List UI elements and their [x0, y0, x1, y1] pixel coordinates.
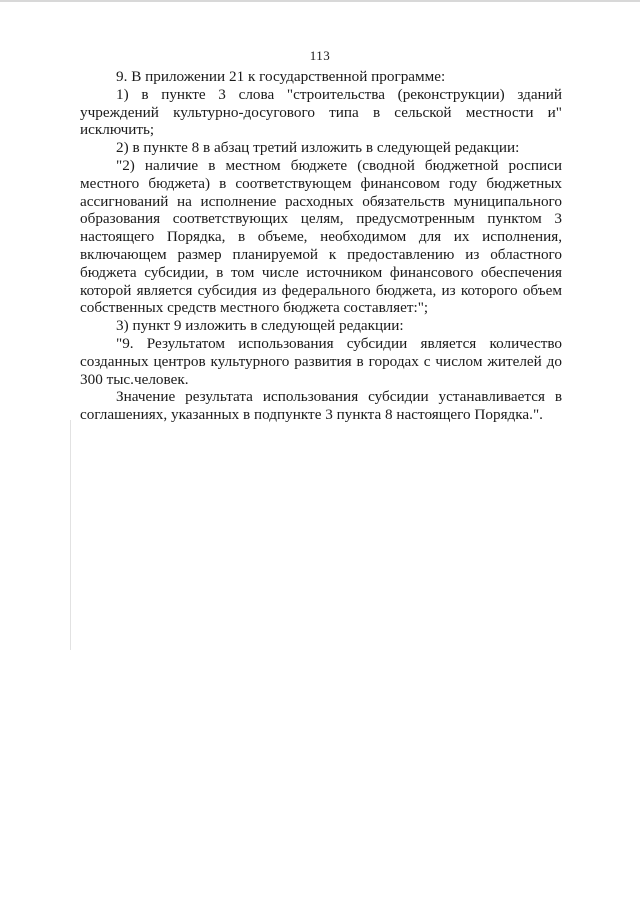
paragraph-appendix-21-heading: 9. В приложении 21 к государственной программе:: [116, 68, 446, 85]
paragraph-item-2-new-text: "2) наличие в местном бюджете (сводной бюджетной росписи местного бюджета) в соответствующем финансовом году бюджетных ассигнований на исполнение расходных обязательств муниципального образования соответствующих целям, предусмотренным пунктом 3 настоящего Порядка, в объеме, необходимом для их исполнения, включающем размер планируемой к предоставлению из областного бюджета субсидии, в том числе источником финансового обеспечения которой является субсидия из федерального бюджета, из которого объем собственных средств местного бюджета составляет:";: [80, 156, 562, 317]
scan-margin-mark: [70, 420, 71, 650]
scan-top-edge: [0, 0, 640, 2]
page-number: 113: [309, 48, 331, 63]
paragraph-item-2: 2) в пункте 8 в абзац третий изложить в следующей редакции:: [116, 139, 520, 157]
paragraph-item-1: 1) в пункте 3 слова "строительства (реконструкции) зданий учреждений культурно-досугового типа в сельской местности и" исключить;: [80, 85, 562, 139]
document-body: [80, 68, 562, 424]
paragraph-item-3-new-text: "9. Результатом использования субсидии является количество созданных центров культурного развития в городах с числом жителей до 300 тыс.человек.: [80, 334, 562, 388]
paragraph-result-value: Значение результата использования субсидии устанавливается в соглашениях, указанных в подпункте 3 пункта 8 настоящего Порядка.".: [80, 388, 562, 424]
paragraph-item-3: 3) пункт 9 изложить в следующей редакции:: [116, 317, 404, 335]
